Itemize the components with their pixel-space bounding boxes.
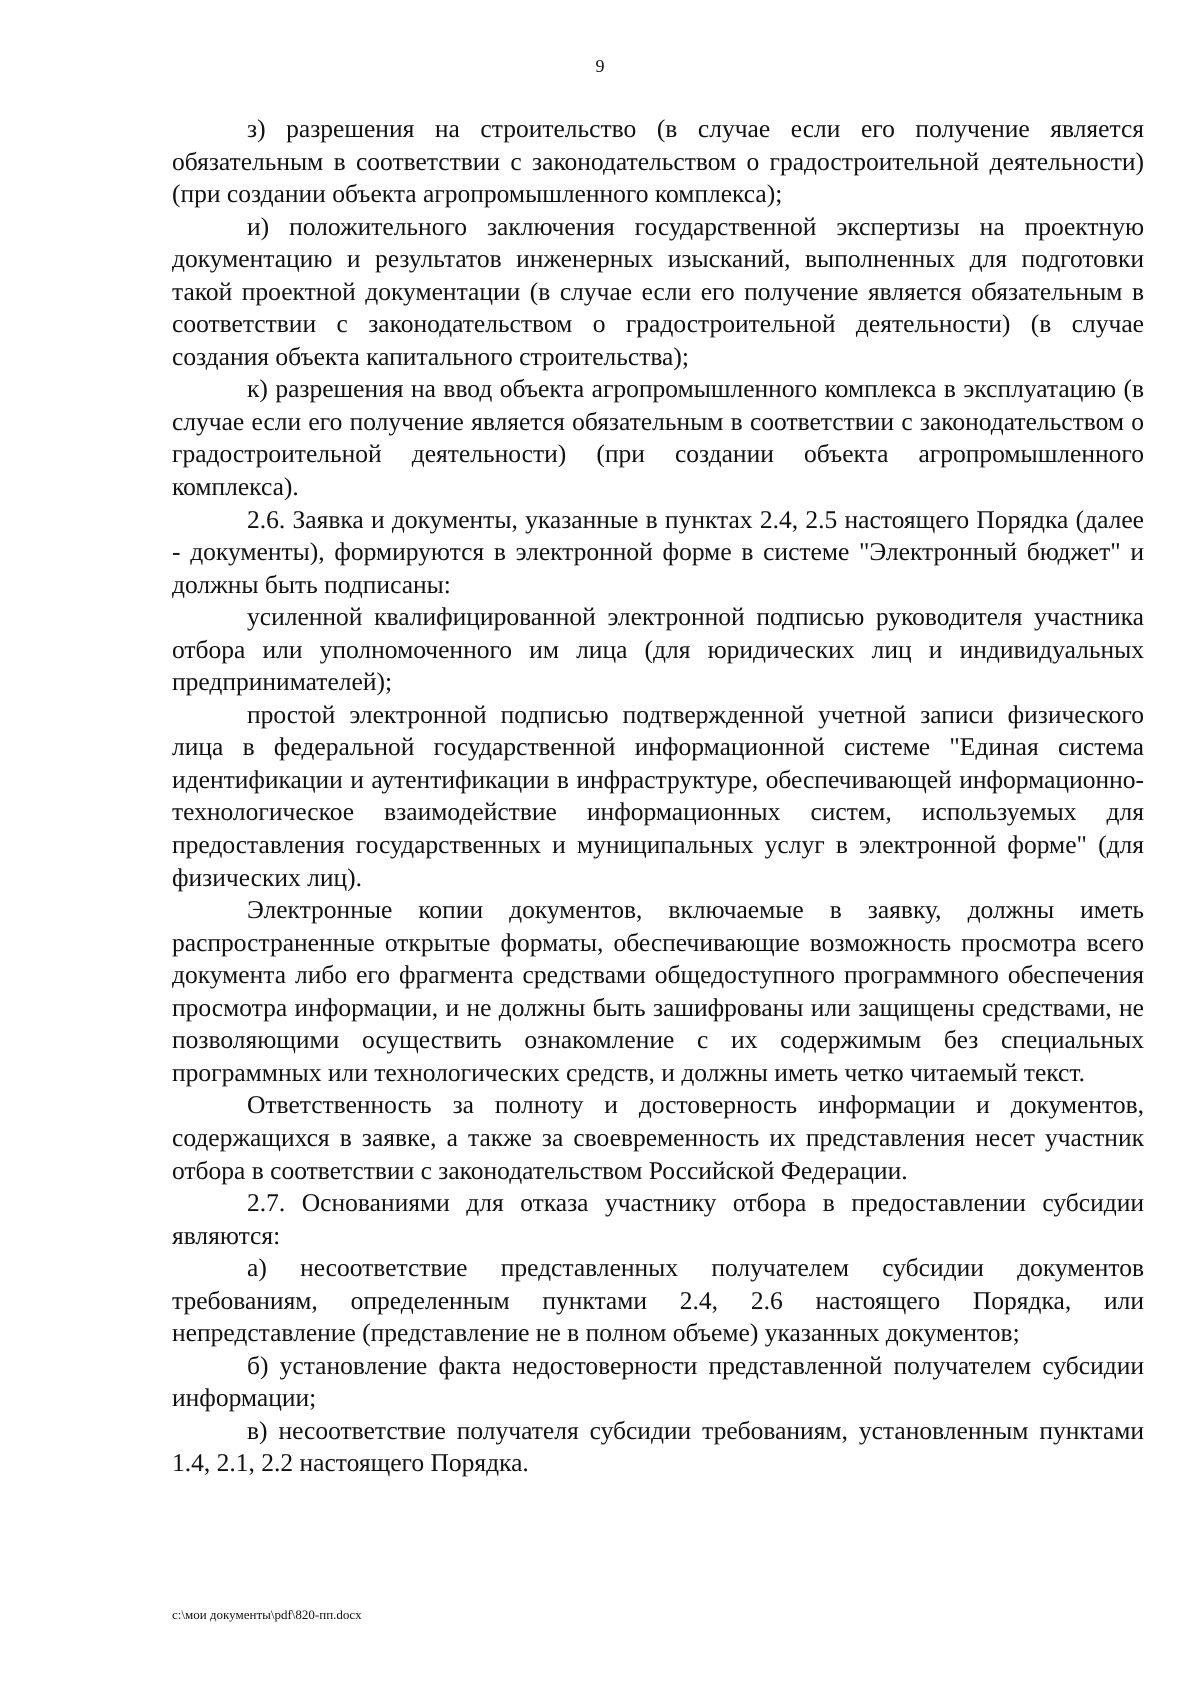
footer-file-path: c:\мои документы\pdf\820-пп.docx <box>172 1607 362 1622</box>
paragraph-qualified-signature: усиленной квалифицированной электронной подписью руководителя участника отбора или уполномоченного им лица (для юридических лиц и индивидуальных предпринимателей); <box>172 602 1144 697</box>
paragraph-item-z: з) разрешения на строительство (в случае если его получение является обязательным в соответствии с законодательством о градостроительной деятельности) (при создании объекта агропромышленного комплекса); <box>172 114 1144 209</box>
paragraph-electronic-copies: Электронные копии документов, включаемые в заявку, должны иметь распространенные открытые форматы, обеспечивающие возможность просмотра всего документа либо его фрагмента средствами общедоступного программного обеспечения просмотра информации, и не должны быть зашифрованы или защищены средствами, не позволяющими осуществить ознакомление с их содержимым без специальных программных или технологических средств, и должны иметь четко читаемый текст. <box>172 895 1144 1087</box>
paragraph-item-v: в) несоответствие получателя субсидии требованиям, установленным пунктами 1.4, 2.1, 2.2 настоящего Порядка. <box>172 1415 1144 1478</box>
paragraph-simple-signature: простой электронной подписью подтвержденной учетной записи физического лица в федеральной государственной информационной системе "Единая система идентификации и аутентификации в инфраструктуре, обеспечивающей информационно-технологическое взаимодействие информационных систем, используемых для предоставления государственных и муниципальных услуг в электронной форме" (для физических лиц). <box>172 699 1144 892</box>
paragraph-section-2-7: 2.7. Основаниями для отказа участнику отбора в предоставлении субсидии являются: <box>172 1188 1144 1250</box>
document-body <box>172 113 1144 1480</box>
paragraph-item-k: к) разрешения на ввод объекта агропромышленного комплекса в эксплуатацию (в случае если его получение является обязательным в соответствии с законодательством о градостроительной деятельности) (при создании объекта агропромышленного комплекса). <box>172 374 1144 502</box>
page-number: 9 <box>595 56 605 76</box>
paragraph-item-b: б) установление факта недостоверности представленной получателем субсидии информации; <box>172 1350 1144 1413</box>
paragraph-item-i: и) положительного заключения государственной экспертизы на проектную документацию и результатов инженерных изысканий, выполненных для подготовки такой проектной документации (в случае если его получение является обязательным в соответствии с законодательством о градостроительной деятельности) (в случае создания объекта капитального строительства); <box>172 211 1144 371</box>
paragraph-section-2-6: 2.6. Заявка и документы, указанные в пунктах 2.4, 2.5 настоящего Порядка (далее - документы), формируются в электронной форме в системе "Электронный бюджет" и должны быть подписаны: <box>172 504 1144 599</box>
paragraph-item-a: а) несоответствие представленных получателем субсидии документов требованиям, определенным пунктами 2.4, 2.6 настоящего Порядка, или непредставление (представление не в полном объеме) указанных документов; <box>172 1253 1144 1348</box>
paragraph-responsibility: Ответственность за полноту и достоверность информации и документов, содержащихся в заявке, а также за своевременность их представления несет участник отбора в соответствии с законодательством Российской Федерации. <box>172 1090 1144 1185</box>
